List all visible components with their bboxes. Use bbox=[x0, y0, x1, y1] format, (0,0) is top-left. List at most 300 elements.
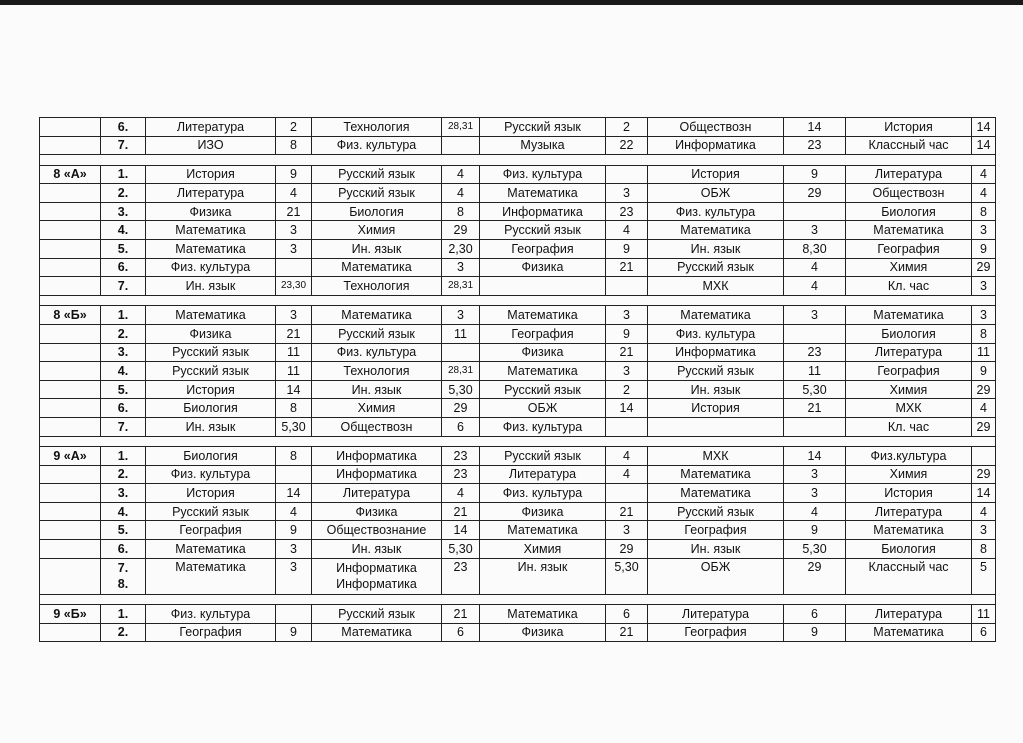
room-cell: 21 bbox=[276, 324, 312, 343]
lesson-row bbox=[40, 362, 996, 381]
subject-cell: Информатика bbox=[312, 465, 442, 484]
room-cell: 5,30 bbox=[606, 558, 648, 594]
class-cell bbox=[40, 277, 101, 296]
spacer-row bbox=[40, 436, 996, 447]
scan-top-edge bbox=[0, 0, 1023, 5]
subject-cell: Физ. культура bbox=[480, 165, 606, 184]
room-cell bbox=[276, 605, 312, 624]
subject-cell: Математика bbox=[846, 521, 972, 540]
spacer-cell bbox=[40, 155, 996, 166]
class-cell bbox=[40, 258, 101, 277]
room-cell: 29 bbox=[442, 221, 480, 240]
lesson-number-line: 8. bbox=[117, 576, 129, 591]
lesson-row bbox=[40, 447, 996, 466]
subject-cell: Математика bbox=[480, 184, 606, 203]
class-cell bbox=[40, 558, 101, 594]
room-cell: 4 bbox=[972, 399, 996, 418]
lesson-number: 1. bbox=[101, 447, 146, 466]
subject-cell: История bbox=[648, 399, 784, 418]
lesson-row bbox=[40, 605, 996, 624]
room-cell: 9 bbox=[784, 521, 846, 540]
room-cell: 9 bbox=[276, 623, 312, 642]
subject-cell: Математика bbox=[312, 623, 442, 642]
lesson-row bbox=[40, 221, 996, 240]
room-cell: 4 bbox=[276, 184, 312, 203]
lesson-number: 5. bbox=[101, 380, 146, 399]
subject-cell: Обществозн bbox=[846, 184, 972, 203]
class-cell bbox=[40, 521, 101, 540]
lesson-row bbox=[40, 165, 996, 184]
subject-cell: Математика bbox=[146, 221, 276, 240]
room-cell: 23 bbox=[442, 465, 480, 484]
subject-cell: Химия bbox=[846, 465, 972, 484]
room-cell: 14 bbox=[276, 380, 312, 399]
subject-cell: Ин. язык bbox=[146, 277, 276, 296]
spacer-cell bbox=[40, 436, 996, 447]
room-cell: 5 bbox=[972, 558, 996, 594]
lesson-number: 1. bbox=[101, 165, 146, 184]
subject-cell: Химия bbox=[480, 539, 606, 558]
lesson-row bbox=[40, 202, 996, 221]
subject-cell: Математика bbox=[480, 605, 606, 624]
subject-cell: Математика bbox=[480, 306, 606, 325]
lesson-row bbox=[40, 343, 996, 362]
room-cell: 28,31 bbox=[442, 277, 480, 296]
subject-cell: Физ. культура bbox=[480, 484, 606, 503]
subject-cell: Русский язык bbox=[146, 343, 276, 362]
class-cell bbox=[40, 465, 101, 484]
lesson-row bbox=[40, 502, 996, 521]
room-cell: 4 bbox=[606, 465, 648, 484]
subject-cell: Биология bbox=[846, 324, 972, 343]
subject-cell: Информатика bbox=[312, 447, 442, 466]
subject-cell: Русский язык bbox=[480, 221, 606, 240]
subject-cell: Физика bbox=[480, 502, 606, 521]
room-cell: 3 bbox=[784, 484, 846, 503]
spacer-row bbox=[40, 295, 996, 306]
subject-cell: Математика bbox=[146, 558, 276, 594]
subject-cell: Технология bbox=[312, 362, 442, 381]
subject-cell: Химия bbox=[312, 399, 442, 418]
spacer-cell bbox=[40, 295, 996, 306]
subject-cell: Ин. язык bbox=[648, 380, 784, 399]
schedule-table bbox=[39, 117, 996, 642]
spacer-row bbox=[40, 594, 996, 605]
subject-cell: География bbox=[480, 240, 606, 259]
room-cell: 5,30 bbox=[442, 539, 480, 558]
lesson-number: 7. bbox=[101, 277, 146, 296]
subject-cell: Физ.культура bbox=[846, 447, 972, 466]
subject-cell: Химия bbox=[846, 258, 972, 277]
lesson-row bbox=[40, 306, 996, 325]
subject-cell: Обществозн bbox=[312, 417, 442, 436]
class-cell bbox=[40, 380, 101, 399]
room-cell: 3 bbox=[606, 184, 648, 203]
subject-cell: Физика bbox=[480, 343, 606, 362]
subject-cell: Физика bbox=[146, 324, 276, 343]
room-cell: 2 bbox=[606, 380, 648, 399]
lesson-row bbox=[40, 539, 996, 558]
lesson-row bbox=[40, 258, 996, 277]
subject-cell: Математика bbox=[648, 306, 784, 325]
room-cell: 21 bbox=[784, 399, 846, 418]
subject-cell: Математика bbox=[648, 465, 784, 484]
subject-cell: Физ. культура bbox=[480, 417, 606, 436]
subject-line: Информатика bbox=[336, 560, 417, 575]
room-cell: 3 bbox=[276, 306, 312, 325]
room-cell: 3 bbox=[972, 306, 996, 325]
room-cell: 8 bbox=[276, 136, 312, 155]
room-cell: 14 bbox=[276, 484, 312, 503]
lesson-number-line: 7. bbox=[117, 560, 129, 575]
subject-cell: Биология bbox=[846, 539, 972, 558]
room-cell: 3 bbox=[276, 539, 312, 558]
room-cell bbox=[784, 324, 846, 343]
subject-line: Информатика bbox=[336, 576, 417, 591]
room-cell: 4 bbox=[784, 502, 846, 521]
class-cell bbox=[40, 484, 101, 503]
room-cell: 6 bbox=[606, 605, 648, 624]
subject-cell: Математика bbox=[846, 623, 972, 642]
subject-cell: Биология bbox=[146, 399, 276, 418]
room-cell: 4 bbox=[972, 502, 996, 521]
room-cell bbox=[606, 277, 648, 296]
spacer-row bbox=[40, 155, 996, 166]
room-cell: 23 bbox=[784, 136, 846, 155]
subject-cell: Физика bbox=[480, 258, 606, 277]
lesson-number: 7. bbox=[101, 417, 146, 436]
room-cell: 5,30 bbox=[276, 417, 312, 436]
subject-cell: Кл. час bbox=[846, 417, 972, 436]
room-cell: 9 bbox=[276, 521, 312, 540]
room-cell bbox=[784, 417, 846, 436]
subject-cell: ИЗО bbox=[146, 136, 276, 155]
room-cell: 8 bbox=[442, 202, 480, 221]
room-cell: 29 bbox=[972, 465, 996, 484]
room-cell: 6 bbox=[442, 417, 480, 436]
lesson-number: 2. bbox=[101, 324, 146, 343]
subject-cell: География bbox=[480, 324, 606, 343]
lesson-row bbox=[40, 623, 996, 642]
room-cell: 3 bbox=[784, 465, 846, 484]
room-cell: 23 bbox=[784, 343, 846, 362]
room-cell: 22 bbox=[606, 136, 648, 155]
room-cell: 2,30 bbox=[442, 240, 480, 259]
subject-cell: Кл. час bbox=[846, 277, 972, 296]
room-cell: 8 bbox=[972, 324, 996, 343]
subject-cell: География bbox=[648, 521, 784, 540]
subject-cell: Русский язык bbox=[648, 502, 784, 521]
class-cell bbox=[40, 324, 101, 343]
lesson-number: 3. bbox=[101, 343, 146, 362]
subject-cell: Классный час bbox=[846, 558, 972, 594]
room-cell: 21 bbox=[606, 343, 648, 362]
subject-cell: Математика bbox=[146, 306, 276, 325]
lesson-row bbox=[40, 484, 996, 503]
room-cell: 4 bbox=[276, 502, 312, 521]
lesson-number bbox=[101, 558, 146, 594]
class-cell bbox=[40, 623, 101, 642]
room-cell bbox=[606, 165, 648, 184]
room-cell: 29 bbox=[784, 558, 846, 594]
subject-cell: Физ. культура bbox=[146, 605, 276, 624]
class-cell: 8 «Б» bbox=[40, 306, 101, 325]
lesson-number: 4. bbox=[101, 362, 146, 381]
room-cell: 14 bbox=[784, 447, 846, 466]
room-cell: 14 bbox=[784, 118, 846, 137]
room-cell: 3 bbox=[276, 221, 312, 240]
subject-cell: Физ. культура bbox=[146, 258, 276, 277]
subject-cell: Математика bbox=[480, 521, 606, 540]
room-cell: 11 bbox=[784, 362, 846, 381]
room-cell: 3 bbox=[784, 306, 846, 325]
lesson-number: 7. bbox=[101, 136, 146, 155]
room-cell: 9 bbox=[784, 623, 846, 642]
room-cell: 3 bbox=[276, 558, 312, 594]
class-cell bbox=[40, 343, 101, 362]
subject-cell: География bbox=[146, 521, 276, 540]
room-cell: 8,30 bbox=[784, 240, 846, 259]
subject-cell: Химия bbox=[846, 380, 972, 399]
room-cell: 21 bbox=[442, 502, 480, 521]
subject-cell: Литература bbox=[846, 502, 972, 521]
subject-cell: Литература bbox=[648, 605, 784, 624]
room-cell: 8 bbox=[276, 447, 312, 466]
subject-cell: Литература bbox=[146, 118, 276, 137]
room-cell: 5,30 bbox=[784, 539, 846, 558]
class-cell bbox=[40, 118, 101, 137]
lesson-number: 2. bbox=[101, 184, 146, 203]
subject-cell: Информатика bbox=[648, 136, 784, 155]
room-cell: 29 bbox=[784, 184, 846, 203]
subject-cell: ОБЖ bbox=[480, 399, 606, 418]
lesson-number: 5. bbox=[101, 521, 146, 540]
lesson-number: 5. bbox=[101, 240, 146, 259]
subject-cell: Ин. язык bbox=[146, 417, 276, 436]
room-cell: 8 bbox=[972, 202, 996, 221]
room-cell: 23 bbox=[606, 202, 648, 221]
room-cell: 11 bbox=[442, 324, 480, 343]
room-cell: 4 bbox=[442, 484, 480, 503]
subject-cell: Физ. культура bbox=[648, 324, 784, 343]
subject-cell: Литература bbox=[146, 184, 276, 203]
lesson-number: 6. bbox=[101, 258, 146, 277]
subject-cell: Ин. язык bbox=[648, 539, 784, 558]
subject-cell: Ин. язык bbox=[480, 558, 606, 594]
room-cell: 11 bbox=[276, 362, 312, 381]
subject-cell: География bbox=[846, 240, 972, 259]
room-cell bbox=[606, 484, 648, 503]
room-cell: 29 bbox=[972, 258, 996, 277]
subject-cell: Физика bbox=[146, 202, 276, 221]
subject-cell: Литература bbox=[480, 465, 606, 484]
subject-cell: Математика bbox=[648, 484, 784, 503]
room-cell: 11 bbox=[972, 605, 996, 624]
room-cell: 6 bbox=[442, 623, 480, 642]
lesson-number: 4. bbox=[101, 221, 146, 240]
subject-cell: Математика bbox=[146, 539, 276, 558]
lesson-row bbox=[40, 521, 996, 540]
subject-cell: География bbox=[146, 623, 276, 642]
room-cell: 2 bbox=[276, 118, 312, 137]
room-cell bbox=[784, 202, 846, 221]
subject-cell: Литература bbox=[312, 484, 442, 503]
subject-cell: История bbox=[648, 165, 784, 184]
room-cell: 3 bbox=[784, 221, 846, 240]
subject-cell: Физ. культура bbox=[146, 465, 276, 484]
subject-cell: МХК bbox=[648, 447, 784, 466]
class-cell bbox=[40, 184, 101, 203]
subject-cell: МХК bbox=[846, 399, 972, 418]
lesson-row bbox=[40, 118, 996, 137]
subject-cell: Математика bbox=[648, 221, 784, 240]
room-cell: 3 bbox=[972, 521, 996, 540]
subject-cell: Математика bbox=[146, 240, 276, 259]
room-cell: 11 bbox=[972, 343, 996, 362]
subject-cell: Физика bbox=[480, 623, 606, 642]
subject-cell: История bbox=[146, 484, 276, 503]
room-cell: 3 bbox=[606, 362, 648, 381]
lesson-number: 6. bbox=[101, 399, 146, 418]
subject-cell bbox=[480, 277, 606, 296]
room-cell: 3 bbox=[972, 221, 996, 240]
room-cell: 3 bbox=[276, 240, 312, 259]
subject-cell: Русский язык bbox=[480, 380, 606, 399]
room-cell: 4 bbox=[972, 184, 996, 203]
subject-cell bbox=[312, 558, 442, 594]
lesson-row bbox=[40, 184, 996, 203]
subject-cell: Литература bbox=[846, 165, 972, 184]
room-cell: 14 bbox=[442, 521, 480, 540]
subject-cell: Биология bbox=[846, 202, 972, 221]
lesson-number: 3. bbox=[101, 202, 146, 221]
subject-cell: Математика bbox=[312, 306, 442, 325]
room-cell bbox=[442, 136, 480, 155]
room-cell: 14 bbox=[972, 484, 996, 503]
room-cell: 3 bbox=[972, 277, 996, 296]
class-cell bbox=[40, 539, 101, 558]
subject-cell: Математика bbox=[846, 306, 972, 325]
room-cell bbox=[972, 447, 996, 466]
room-cell: 23 bbox=[442, 447, 480, 466]
lesson-number: 1. bbox=[101, 306, 146, 325]
subject-cell: Ин. язык bbox=[312, 380, 442, 399]
lesson-row bbox=[40, 136, 996, 155]
room-cell: 14 bbox=[972, 118, 996, 137]
subject-cell: Русский язык bbox=[648, 362, 784, 381]
subject-cell: Русский язык bbox=[312, 184, 442, 203]
room-cell: 9 bbox=[606, 324, 648, 343]
class-cell: 8 «А» bbox=[40, 165, 101, 184]
lesson-row bbox=[40, 324, 996, 343]
room-cell: 9 bbox=[784, 165, 846, 184]
lesson-row bbox=[40, 277, 996, 296]
room-cell: 9 bbox=[972, 362, 996, 381]
subject-cell: Обществозн bbox=[648, 118, 784, 137]
room-cell: 4 bbox=[442, 165, 480, 184]
subject-cell: Русский язык bbox=[146, 502, 276, 521]
subject-cell: Литература bbox=[846, 343, 972, 362]
room-cell: 3 bbox=[606, 306, 648, 325]
lesson-number: 3. bbox=[101, 484, 146, 503]
room-cell: 4 bbox=[972, 165, 996, 184]
room-cell: 6 bbox=[972, 623, 996, 642]
subject-cell: Информатика bbox=[648, 343, 784, 362]
subject-cell: Математика bbox=[480, 362, 606, 381]
room-cell: 21 bbox=[276, 202, 312, 221]
lesson-number: 2. bbox=[101, 623, 146, 642]
lesson-number: 4. bbox=[101, 502, 146, 521]
subject-cell: История bbox=[146, 380, 276, 399]
subject-cell: Ин. язык bbox=[312, 240, 442, 259]
room-cell: 5,30 bbox=[784, 380, 846, 399]
room-cell: 11 bbox=[276, 343, 312, 362]
subject-cell: МХК bbox=[648, 277, 784, 296]
class-cell bbox=[40, 136, 101, 155]
room-cell: 23 bbox=[442, 558, 480, 594]
room-cell: 9 bbox=[606, 240, 648, 259]
subject-cell: Биология bbox=[312, 202, 442, 221]
subject-cell: ОБЖ bbox=[648, 184, 784, 203]
subject-cell: Физ. культура bbox=[648, 202, 784, 221]
spacer-cell bbox=[40, 594, 996, 605]
lesson-row bbox=[40, 399, 996, 418]
subject-cell: История bbox=[146, 165, 276, 184]
room-cell bbox=[606, 417, 648, 436]
subject-cell: Технология bbox=[312, 118, 442, 137]
subject-cell: Физика bbox=[312, 502, 442, 521]
class-cell bbox=[40, 362, 101, 381]
lesson-number: 6. bbox=[101, 118, 146, 137]
subject-cell: Русский язык bbox=[480, 447, 606, 466]
class-cell bbox=[40, 202, 101, 221]
class-cell bbox=[40, 240, 101, 259]
room-cell: 21 bbox=[606, 623, 648, 642]
class-cell: 9 «Б» bbox=[40, 605, 101, 624]
room-cell: 4 bbox=[784, 277, 846, 296]
room-cell: 5,30 bbox=[442, 380, 480, 399]
subject-cell: Ин. язык bbox=[648, 240, 784, 259]
class-cell bbox=[40, 502, 101, 521]
subject-cell: Ин. язык bbox=[312, 539, 442, 558]
lesson-number: 1. bbox=[101, 605, 146, 624]
room-cell: 29 bbox=[442, 399, 480, 418]
room-cell bbox=[276, 258, 312, 277]
room-cell: 29 bbox=[972, 417, 996, 436]
subject-cell: Математика bbox=[846, 221, 972, 240]
room-cell bbox=[276, 465, 312, 484]
room-cell: 21 bbox=[442, 605, 480, 624]
room-cell: 14 bbox=[606, 399, 648, 418]
subject-cell: ОБЖ bbox=[648, 558, 784, 594]
room-cell: 6 bbox=[784, 605, 846, 624]
room-cell: 9 bbox=[276, 165, 312, 184]
room-cell: 23,30 bbox=[276, 277, 312, 296]
subject-cell: Информатика bbox=[480, 202, 606, 221]
room-cell: 21 bbox=[606, 502, 648, 521]
subject-cell: Русский язык bbox=[146, 362, 276, 381]
subject-cell: Литература bbox=[846, 605, 972, 624]
subject-cell: Физ. культура bbox=[312, 343, 442, 362]
lesson-row bbox=[40, 465, 996, 484]
lesson-row bbox=[40, 380, 996, 399]
subject-cell: Химия bbox=[312, 221, 442, 240]
subject-cell: География bbox=[648, 623, 784, 642]
room-cell: 28,31 bbox=[442, 362, 480, 381]
subject-cell bbox=[648, 417, 784, 436]
subject-cell: История bbox=[846, 118, 972, 137]
room-cell: 8 bbox=[276, 399, 312, 418]
